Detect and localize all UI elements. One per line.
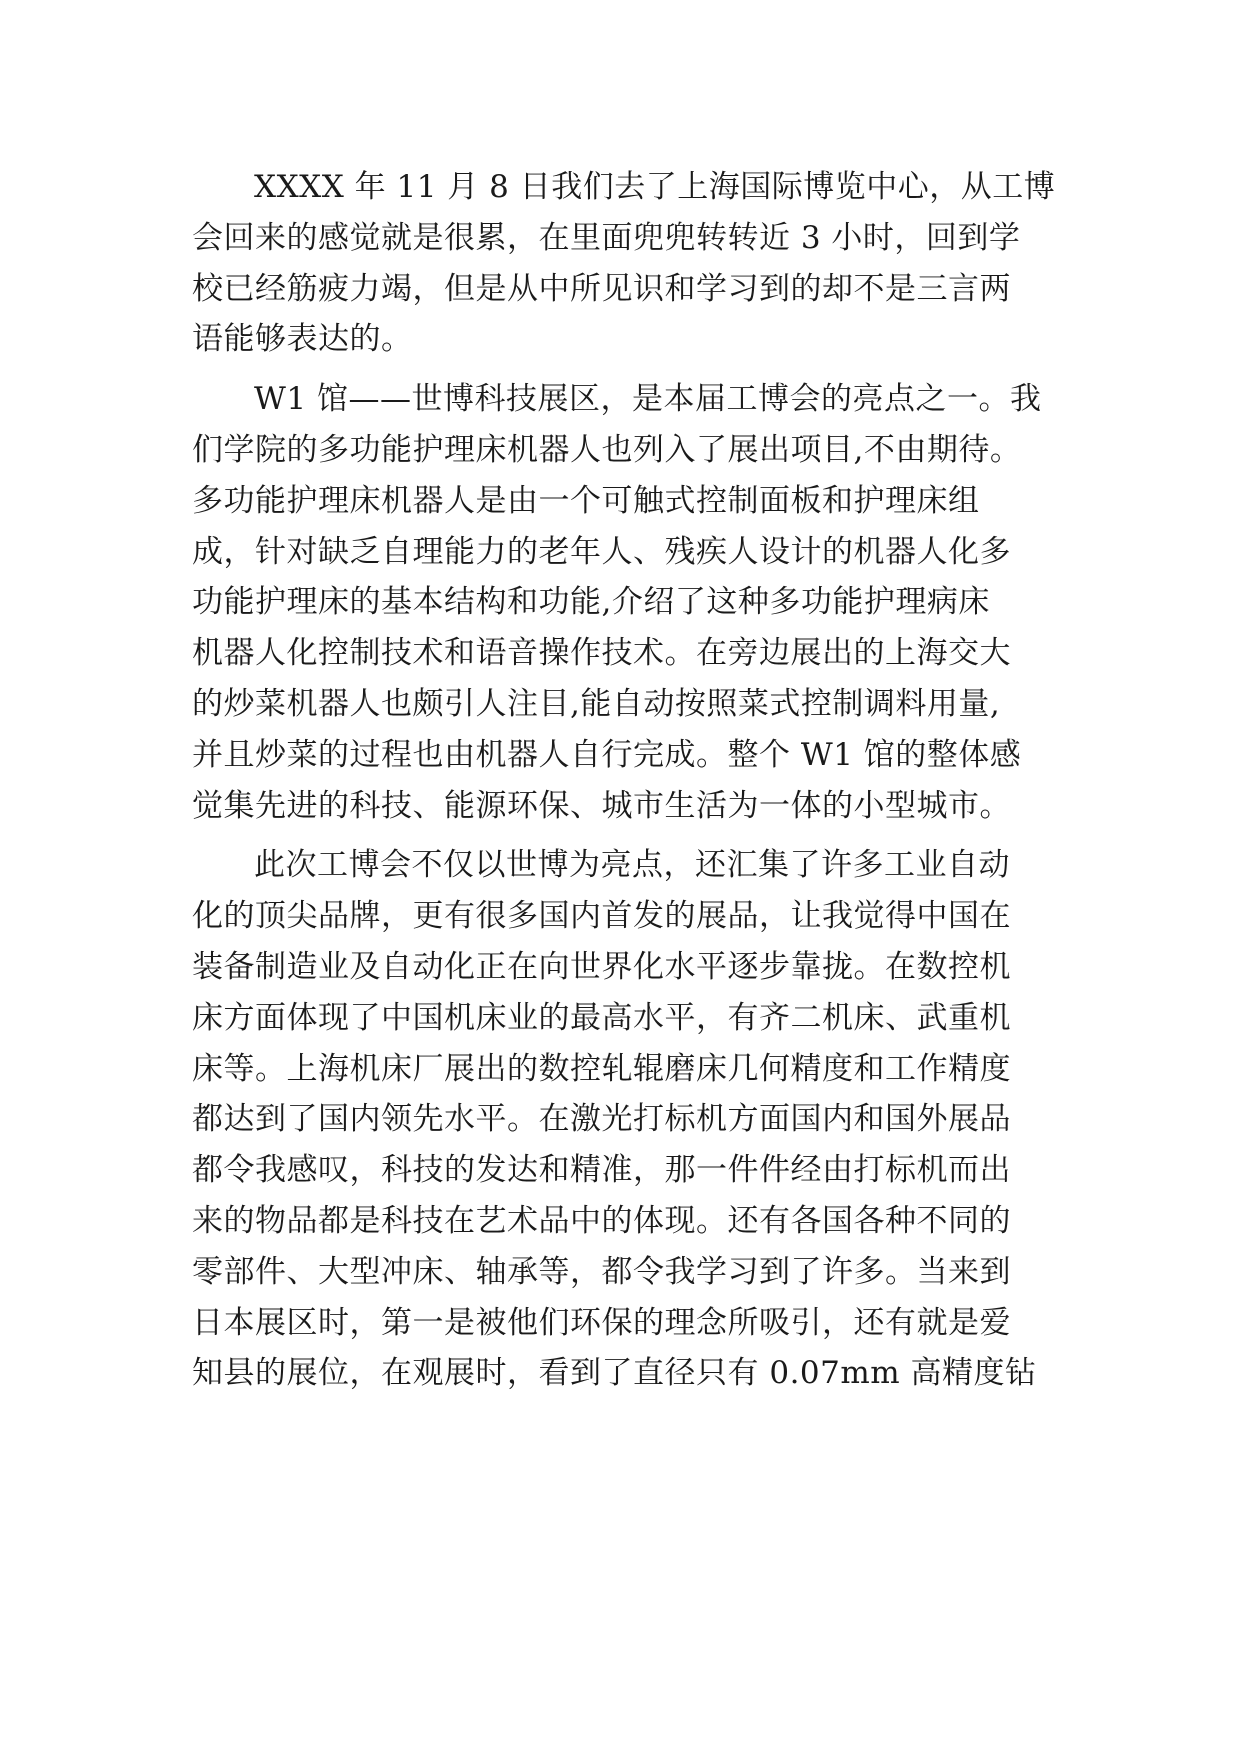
text-line: 觉集先进的科技、能源环保、城市生活为一体的小型城市。 xyxy=(192,787,1011,824)
text-line: 成，针对缺乏自理能力的老年人、残疾人设计的机器人化多 xyxy=(192,533,1011,570)
text-line: 多功能护理床机器人是由一个可触式控制面板和护理床组 xyxy=(192,482,980,519)
text-line: 日本展区时，第一是被他们环保的理念所吸引，还有就是爱 xyxy=(192,1304,1011,1341)
text-line: 来的物品都是科技在艺术品中的体现。还有各国各种不同的 xyxy=(192,1202,1011,1239)
paragraph-3 xyxy=(192,840,1052,1399)
text-line: 功能护理床的基本结构和功能,介绍了这种多功能护理病床 xyxy=(192,584,990,621)
text-line: XXXX 年 11 月 8 日我们去了上海国际博览中心，从工博 xyxy=(254,169,1056,205)
text-line: 床等。上海机床厂展出的数控轧辊磨床几何精度和工作精度 xyxy=(192,1050,1011,1087)
text-line: W1 馆——世博科技展区，是本届工博会的亮点之一。我 xyxy=(254,381,1042,418)
text-line: 此次工博会不仅以世博为亮点，还汇集了许多工业自动 xyxy=(254,847,1010,884)
text-line: 化的顶尖品牌，更有很多国内首发的展品，让我觉得中国在 xyxy=(192,898,1011,935)
text-line: 会回来的感觉就是很累，在里面兜兜转转近 3 小时，回到学 xyxy=(192,219,1021,256)
text-line: 并且炒菜的过程也由机器人自行完成。整个 W1 馆的整体感 xyxy=(192,736,1022,773)
text-line: 知县的展位，在观展时，看到了直径只有 0.07mm 高精度钻 xyxy=(192,1355,1037,1392)
text-line: 床方面体现了中国机床业的最高水平，有齐二机床、武重机 xyxy=(192,999,1011,1036)
text-line: 装备制造业及自动化正在向世界化水平逐步靠拢。在数控机 xyxy=(192,948,1011,985)
text-line: 语能够表达的。 xyxy=(192,321,413,358)
text-line: 零部件、大型冲床、轴承等，都令我学习到了许多。当来到 xyxy=(192,1253,1011,1290)
text-line: 都达到了国内领先水平。在激光打标机方面国内和国外展品 xyxy=(192,1101,1011,1138)
body-text xyxy=(192,162,1056,1408)
paragraph-2 xyxy=(192,374,1052,831)
text-line: 都令我感叹，科技的发达和精准，那一件件经由打标机而出 xyxy=(192,1152,1011,1189)
paragraph-1 xyxy=(192,162,1056,365)
text-line: 们学院的多功能护理床机器人也列入了展出项目,不由期待。 xyxy=(192,431,1022,468)
text-line: 的炒菜机器人也颇引人注目,能自动按照菜式控制调料用量, xyxy=(192,685,1001,722)
text-line: 机器人化控制技术和语音操作技术。在旁边展出的上海交大 xyxy=(192,635,1011,672)
text-line: 校已经筋疲力竭，但是从中所见识和学习到的却不是三言两 xyxy=(192,270,1011,307)
